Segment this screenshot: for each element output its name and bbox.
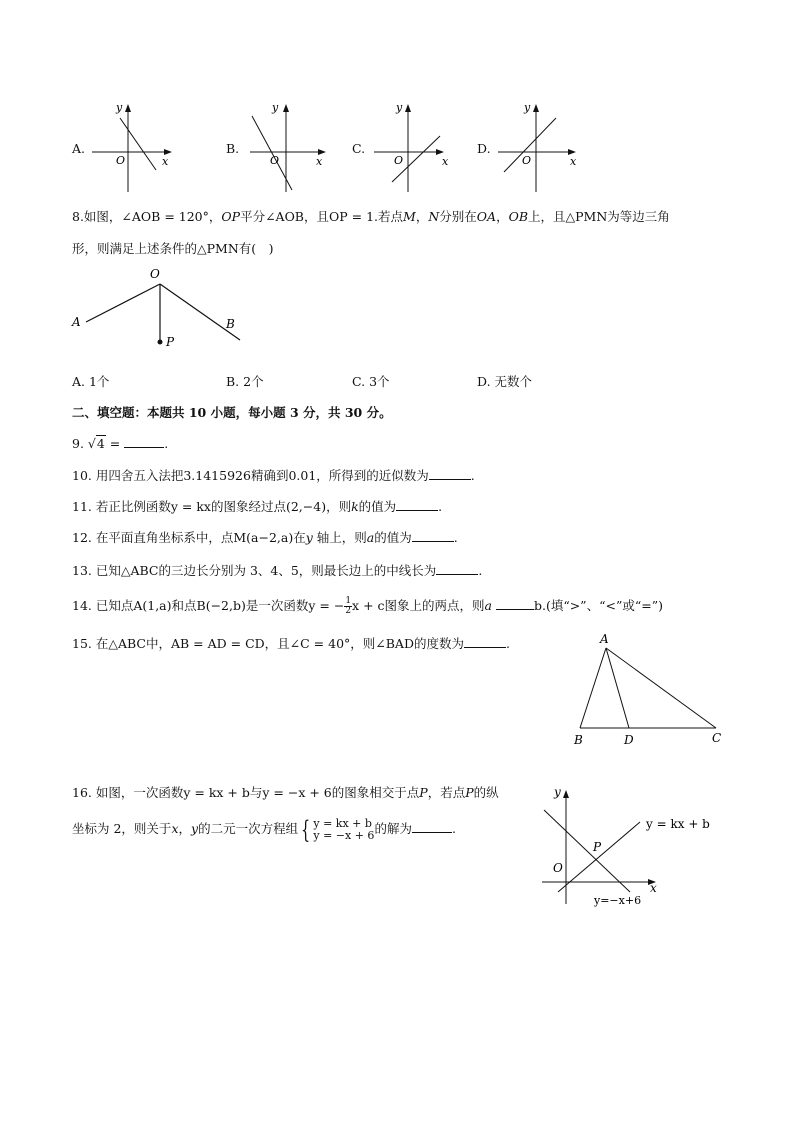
q12: 12. 在平面直角坐标系中，点M(a−2,a)在y 轴上，则a的值为 . bbox=[72, 530, 458, 545]
line-neg-x-plus-6 bbox=[544, 810, 630, 892]
label-line-neg-x-6: y=−x+6 bbox=[594, 894, 642, 907]
fraction-one-half: $\frac{1}{2}$ bbox=[345, 596, 352, 616]
label-d: D bbox=[624, 733, 634, 747]
label-line-kx-b: y = kx + b bbox=[646, 817, 710, 831]
label-o: O bbox=[150, 267, 160, 281]
label-p: P bbox=[593, 840, 602, 854]
label-a: A bbox=[72, 315, 81, 329]
label-p: P bbox=[166, 335, 175, 349]
answer-blank bbox=[412, 530, 454, 542]
answer-blank bbox=[412, 821, 452, 833]
y-axis-label: y bbox=[116, 101, 123, 114]
answer-blank bbox=[436, 563, 478, 575]
q14: 14. 已知点A(1,a)和点B(−2,b)是一次函数y = − $\frac{1}{2}$ x + c图象上的两点，则a b.(填“>”、“<”或“=”) bbox=[72, 596, 663, 616]
x-axis-label: x bbox=[442, 155, 449, 168]
label-c: C bbox=[712, 731, 722, 745]
answer-blank bbox=[496, 598, 534, 610]
point-p bbox=[158, 340, 163, 345]
label-b: B bbox=[226, 317, 235, 331]
q16-line2: 坐标为 2，则关于x，y的二元一次方程组 { y = kx + b y = −x + 6 的解为 . bbox=[72, 815, 456, 844]
label-b: B bbox=[574, 733, 583, 747]
q13: 13. 已知△ABC的三边长分别为 3、4、5，则最长边上的中线长为 . bbox=[72, 563, 483, 578]
q7-option-b-label: B. bbox=[226, 141, 240, 156]
segment-ad bbox=[606, 648, 629, 728]
y-axis-label: y bbox=[396, 101, 403, 114]
q7-option-c-label: C. bbox=[352, 141, 366, 156]
q9: 9. √4 = . bbox=[72, 436, 169, 451]
origin-label: O bbox=[116, 154, 126, 167]
q8-option-a: A. 1个 bbox=[72, 374, 110, 389]
sqrt-symbol: √4 bbox=[87, 436, 105, 451]
q8-option-d: D. 无数个 bbox=[477, 374, 533, 389]
answer-blank bbox=[396, 499, 438, 511]
q7-graph-a bbox=[88, 96, 178, 196]
origin-label: O bbox=[270, 154, 280, 167]
q7-graph-d bbox=[494, 96, 584, 196]
side-ab bbox=[580, 648, 606, 728]
origin-label: O bbox=[394, 154, 404, 167]
equation-system: y = kx + b y = −x + 6 bbox=[313, 816, 375, 842]
q7-graph-c bbox=[370, 96, 460, 196]
side-ac bbox=[606, 648, 716, 728]
origin-label: O bbox=[522, 154, 532, 167]
x-axis-label: x bbox=[162, 155, 169, 168]
x-axis-label: x bbox=[570, 155, 577, 168]
section-title: 二、填空题：本题共 10 小题，每小题 3 分，共 30 分。 bbox=[72, 405, 392, 420]
q8-stem-line1: 8.如图，∠AOB = 120°，OP平分∠AOB，且OP = 1.若点M，N分别在OA，OB上，且△PMN为等边三角 bbox=[72, 209, 670, 224]
q10: 10. 用四舍五入法把3.1415926精确到0.01，所得到的近似数为 . bbox=[72, 468, 475, 483]
y-axis-label: y bbox=[272, 101, 279, 114]
q7-line-a bbox=[120, 118, 156, 170]
origin-label: O bbox=[553, 861, 563, 875]
q7-option-d-label: D. bbox=[477, 141, 491, 156]
q8-option-c: C. 3个 bbox=[352, 374, 390, 389]
q16-line1: 16. 如图，一次函数y = kx + b与y = −x + 6的图象相交于点P，若点P的纵 bbox=[72, 785, 499, 800]
left-brace: { bbox=[301, 815, 311, 844]
label-a: A bbox=[600, 632, 609, 646]
q15-figure bbox=[568, 630, 728, 750]
answer-blank bbox=[464, 636, 506, 648]
q8-figure bbox=[66, 264, 256, 364]
q15: 15. 在△ABC中，AB = AD = CD，且∠C = 40°，则∠BAD的度数为 . bbox=[72, 636, 510, 651]
ray-ob bbox=[160, 284, 240, 340]
q8-option-b: B. 2个 bbox=[226, 374, 264, 389]
q11: 11. 若正比例函数y = kx的图象经过点(2,−4)，则k的值为 . bbox=[72, 499, 443, 514]
x-axis-label: x bbox=[650, 881, 657, 895]
x-axis-label: x bbox=[316, 155, 323, 168]
answer-blank bbox=[124, 436, 164, 448]
answer-blank bbox=[429, 468, 471, 480]
y-axis-label: y bbox=[524, 101, 531, 114]
q8-stem-line2: 形，则满足上述条件的△PMN有( ) bbox=[72, 241, 274, 256]
q16-figure bbox=[540, 780, 730, 910]
y-axis-label: y bbox=[554, 785, 561, 799]
ray-oa bbox=[86, 284, 160, 322]
q7-graph-b bbox=[246, 96, 336, 196]
q7-option-a-label: A. bbox=[72, 141, 86, 156]
